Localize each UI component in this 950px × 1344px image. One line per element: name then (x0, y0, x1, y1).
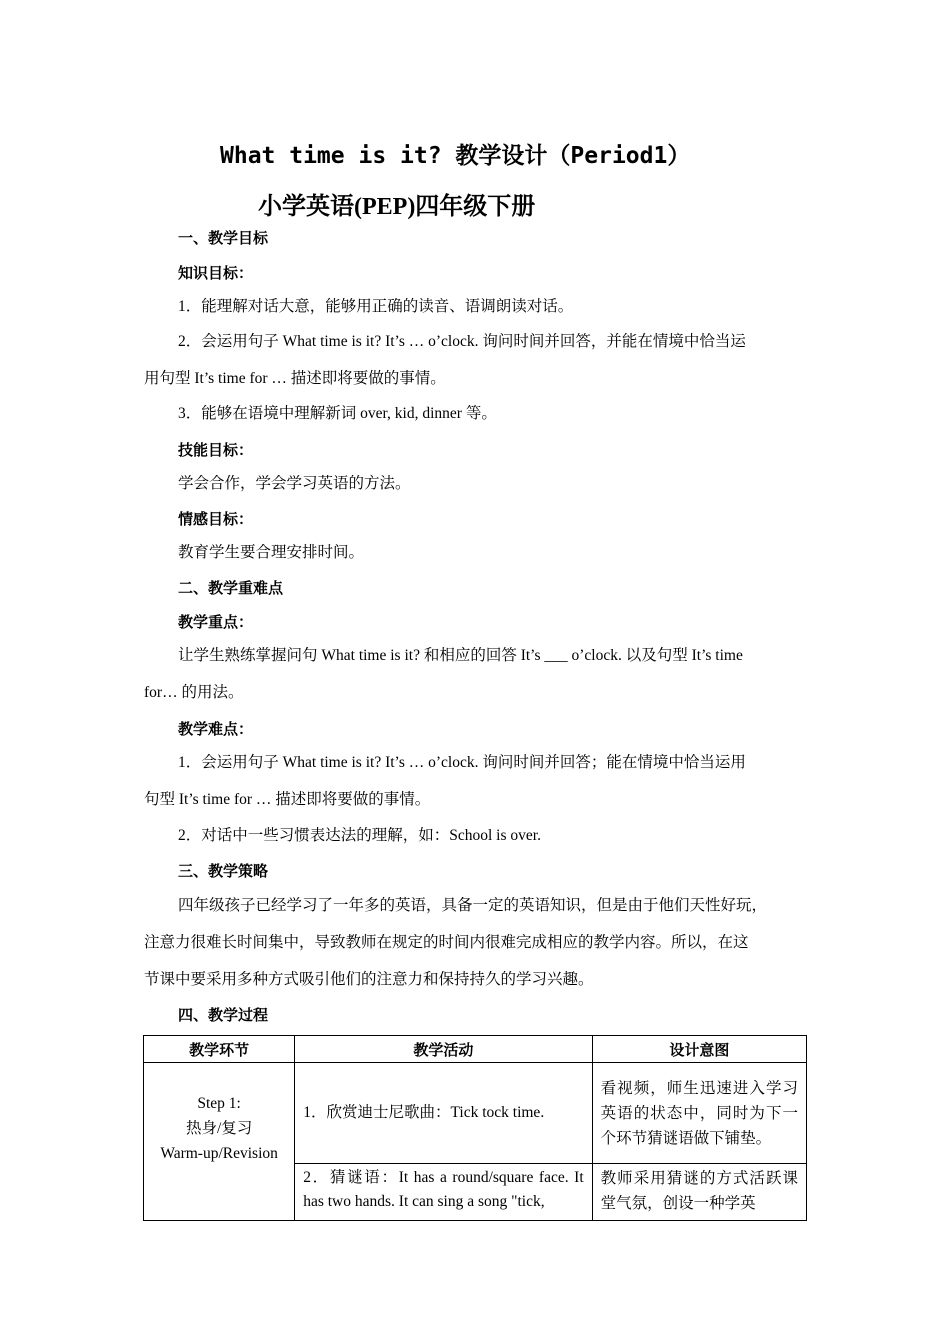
document-subtitle: 小学英语(PEP)四年级下册 (258, 194, 536, 220)
knowledge-item-3: 3．能够在语境中理解新词 over, kid, dinner 等。 (178, 405, 497, 422)
section-heading-objectives: 一、教学目标 (178, 229, 269, 247)
difficulty-item-1-line-1: 1．会运用句子 What time is it? It’s … o’clock. 询问时间并回答；能在情境中恰当运用 (178, 754, 746, 771)
header-intent: 设计意图 (592, 1036, 806, 1063)
step-cell (144, 1063, 295, 1221)
knowledge-item-2-line-2: 用句型 It’s time for … 描述即将要做的事情。 (144, 370, 446, 387)
table-header-row (144, 1036, 807, 1063)
skill-text: 学会合作，学会学习英语的方法。 (178, 475, 411, 492)
key-text-line-1: 让学生熟练掌握问句 What time is it? 和相应的回答 It’s ___ o’clock. 以及句型 It’s time (178, 647, 743, 664)
step-number: Step 1: (197, 1095, 241, 1112)
step-name-cn: 热身/复习 (185, 1120, 253, 1137)
strategy-line-1: 四年级孩子已经学习了一年多的英语，具备一定的英语知识，但是由于他们天性好玩， (178, 897, 768, 914)
subheading-knowledge: 知识目标： (178, 264, 254, 282)
activity-cell (295, 1164, 592, 1221)
intent-text: 教师采用猜谜的方式活跃课堂气氛，创设一种学英 (600, 1170, 798, 1212)
activity-cell: 1．欣赏迪士尼歌曲：Tick tock time. (295, 1063, 592, 1164)
knowledge-item-2-line-1: 2．会运用句子 What time is it? It’s … o’clock. 询问时间并回答，并能在情境中恰当运 (178, 333, 746, 350)
key-text-line-2: for… 的用法。 (144, 684, 244, 701)
difficulty-item-1-line-2: 句型 It’s time for … 描述即将要做的事情。 (144, 791, 431, 808)
section-heading-key-points: 二、教学重难点 (178, 579, 284, 597)
subheading-difficulty: 教学难点： (178, 720, 254, 738)
subheading-skill: 技能目标： (178, 441, 254, 459)
subheading-key: 教学重点： (178, 613, 254, 631)
header-stage: 教学环节 (144, 1036, 295, 1063)
knowledge-item-1: 1．能理解对话大意，能够用正确的读音、语调朗读对话。 (178, 298, 574, 315)
intent-cell: 看视频，师生迅速进入学习英语的状态中，同时为下一个环节猜谜语做下铺垫。 (592, 1063, 806, 1164)
table-row (144, 1063, 807, 1164)
document-title: What time is it? 教学设计（Period1） (220, 143, 691, 169)
section-heading-process: 四、教学过程 (178, 1006, 269, 1024)
difficulty-item-2: 2．对话中一些习惯表达法的理解，如：School is over. (178, 827, 541, 844)
step-name-en: Warm-up/Revision (160, 1145, 278, 1162)
subheading-emotion: 情感目标： (178, 510, 254, 528)
strategy-line-3: 节课中要采用多种方式吸引他们的注意力和保持持久的学习兴趣。 (144, 971, 594, 988)
emotion-text: 教育学生要合理安排时间。 (178, 544, 365, 561)
section-heading-strategy: 三、教学策略 (178, 862, 269, 880)
process-table (143, 1035, 807, 1221)
activity-text: 2．猜谜语：It has a round/square face. It has two hands. It can sing a song "tick, (303, 1169, 584, 1210)
header-activity: 教学活动 (295, 1036, 592, 1063)
strategy-line-2: 注意力很难长时间集中，导致教师在规定的时间内很难完成相应的教学内容。所以，在这 (144, 934, 749, 951)
intent-cell (592, 1164, 806, 1221)
